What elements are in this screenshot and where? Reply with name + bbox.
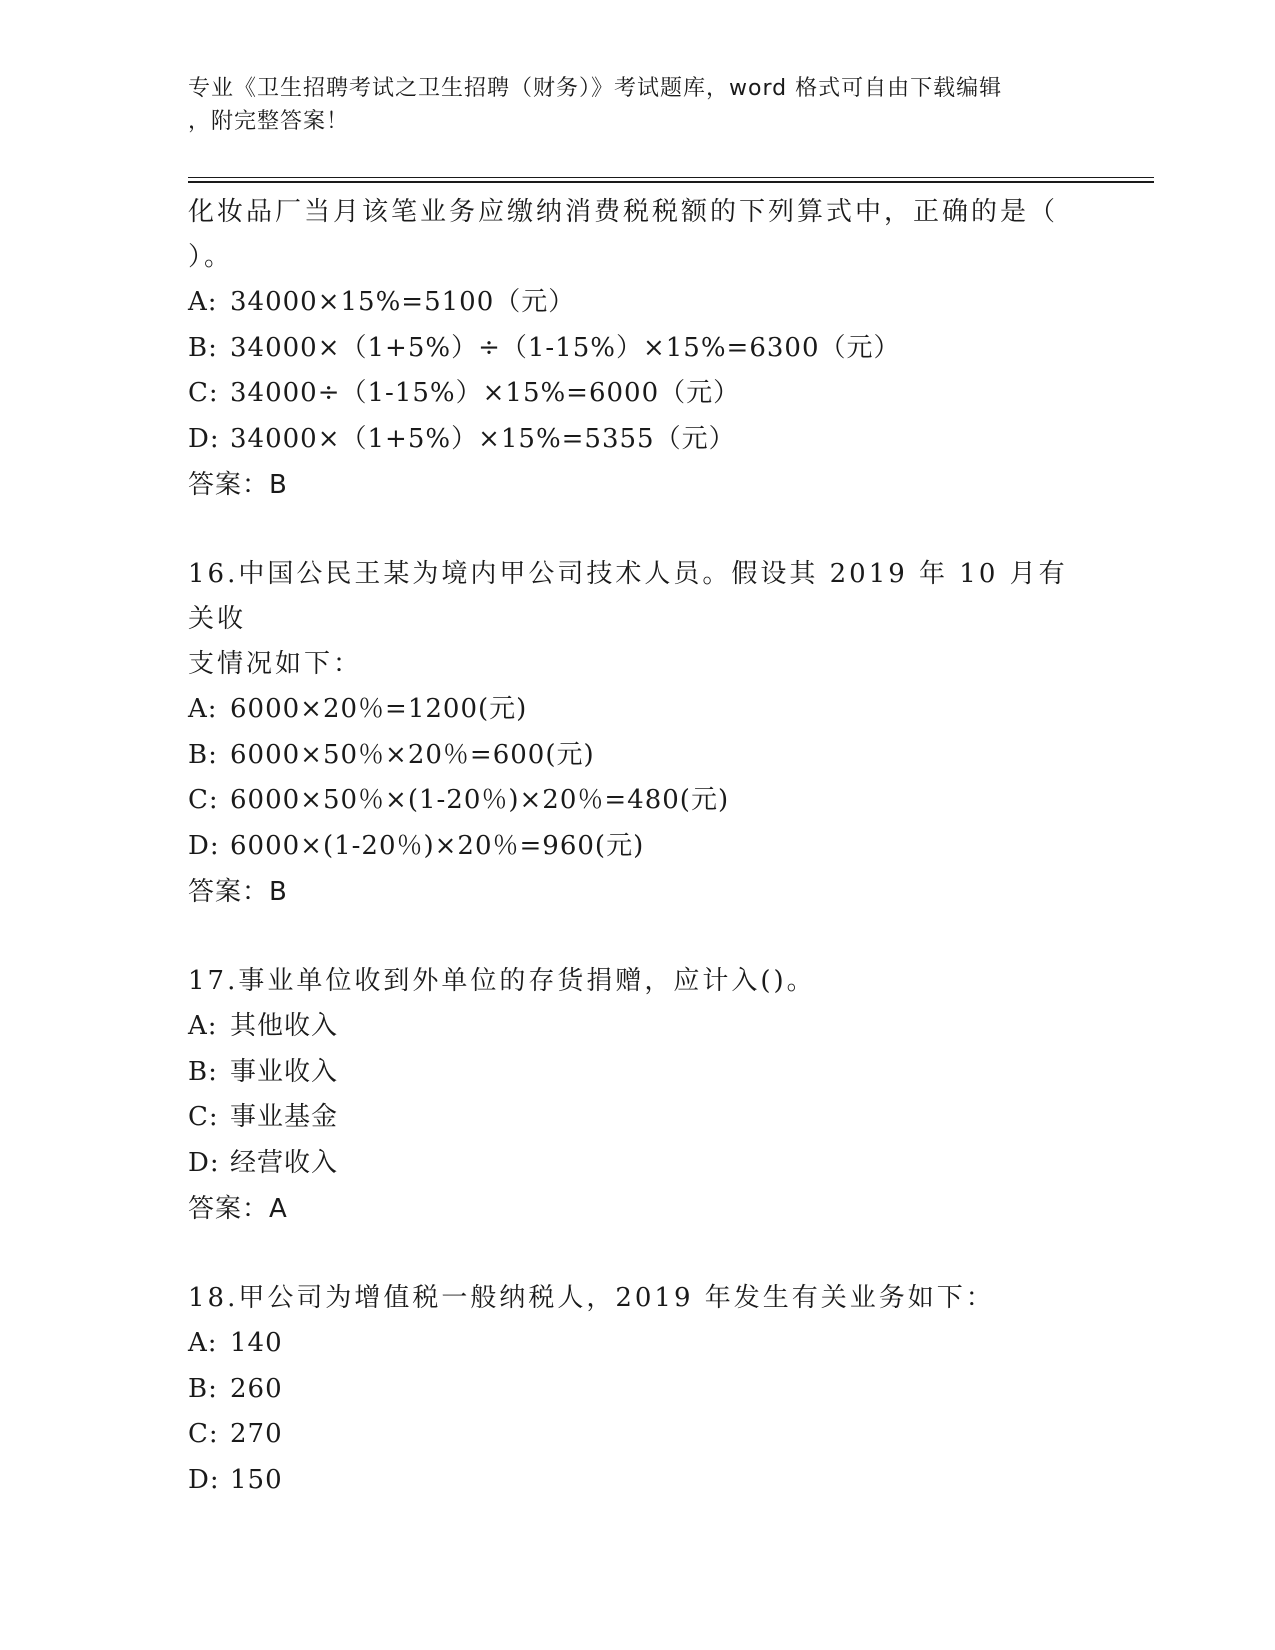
- option-text: 6000×50％×(1-20％)×20％=480(元): [230, 785, 730, 815]
- option-b: [188, 1367, 1088, 1413]
- option-text: 事业收入: [230, 1056, 339, 1087]
- question-block: [188, 552, 1088, 915]
- option-d: [188, 417, 1088, 463]
- header-line-2: ，附完整答案！: [188, 109, 350, 134]
- option-text: 34000×15%=5100（元）: [230, 287, 576, 317]
- option-d: [188, 1141, 1088, 1187]
- question-stem-line: ）。: [188, 242, 234, 272]
- option-c: [188, 1412, 1088, 1458]
- option-label: C:: [188, 378, 219, 408]
- option-text: 其他收入: [230, 1011, 339, 1041]
- answer-line: 答案：B: [188, 470, 288, 500]
- question-block: [188, 959, 1088, 1232]
- option-text: 140: [230, 1328, 283, 1358]
- option-text: 6000×50％×20％=600(元): [230, 739, 595, 770]
- option-c: [188, 778, 1088, 824]
- option-text: 260: [230, 1373, 283, 1404]
- option-a: [188, 280, 1088, 326]
- option-a: [188, 687, 1088, 733]
- option-a: [188, 1321, 1088, 1367]
- option-label: D:: [188, 1464, 220, 1495]
- option-d: [188, 824, 1088, 870]
- question-spacer: [188, 915, 1088, 959]
- answer-line: 答案：B: [188, 877, 288, 907]
- option-label: B:: [188, 1373, 218, 1404]
- question-block: [188, 1276, 1088, 1503]
- option-label: A:: [188, 287, 218, 317]
- header-divider-thin: [188, 177, 1154, 178]
- option-label: C:: [188, 1419, 219, 1449]
- question-spacer: [188, 1232, 1088, 1276]
- option-label: B:: [188, 332, 218, 363]
- option-label: B:: [188, 1056, 218, 1087]
- option-text: 事业基金: [230, 1102, 339, 1132]
- option-label: D:: [188, 1147, 220, 1178]
- question-stem-line: 化妆品厂当月该笔业务应缴纳消费税税额的下列算式中，正确的是（: [188, 197, 1059, 227]
- option-label: C:: [188, 1102, 219, 1132]
- option-text: 经营收入: [230, 1147, 339, 1178]
- option-c: [188, 1095, 1088, 1141]
- option-label: B:: [188, 739, 218, 770]
- option-text: 34000÷（1-15%）×15%=6000（元）: [230, 378, 741, 408]
- option-text: 34000×（1+5%）÷（1-15%）×15%=6300（元）: [230, 332, 901, 363]
- question-stem-line: 支情况如下：: [188, 649, 363, 679]
- option-text: 150: [230, 1464, 283, 1495]
- option-label: A:: [188, 694, 218, 724]
- header-divider-thick: [188, 181, 1154, 183]
- option-text: 6000×20％=1200(元): [230, 694, 528, 724]
- option-text: 270: [230, 1419, 283, 1449]
- header-line-1: 专业《卫生招聘考试之卫生招聘（财务）》考试题库，word 格式可自由下载编辑: [188, 76, 1003, 101]
- question-block: [188, 190, 1088, 508]
- question-list: [188, 190, 1088, 1503]
- answer-line: 答案：A: [188, 1194, 288, 1224]
- option-text: 6000×(1-20％)×20％=960(元): [230, 830, 645, 861]
- option-c: [188, 371, 1088, 417]
- option-b: [188, 733, 1088, 779]
- option-label: D:: [188, 423, 220, 454]
- question-stem-line: 17.事业单位收到外单位的存货捐赠，应计入()。: [188, 966, 816, 996]
- question-stem-line: 16.中国公民王某为境内甲公司技术人员。假设其 2019 年 10 月有关收: [188, 559, 1068, 634]
- document-header: [188, 72, 1068, 138]
- option-b: [188, 1050, 1088, 1096]
- option-label: C:: [188, 785, 219, 815]
- question-stem-line: 18.甲公司为增值税一般纳税人，2019 年发生有关业务如下：: [188, 1283, 995, 1313]
- option-label: A:: [188, 1011, 218, 1041]
- option-text: 34000×（1+5%）×15%=5355（元）: [230, 423, 736, 454]
- option-d: [188, 1458, 1088, 1504]
- option-label: A:: [188, 1328, 218, 1358]
- option-label: D:: [188, 830, 220, 861]
- option-a: [188, 1004, 1088, 1050]
- option-b: [188, 326, 1088, 372]
- question-spacer: [188, 508, 1088, 552]
